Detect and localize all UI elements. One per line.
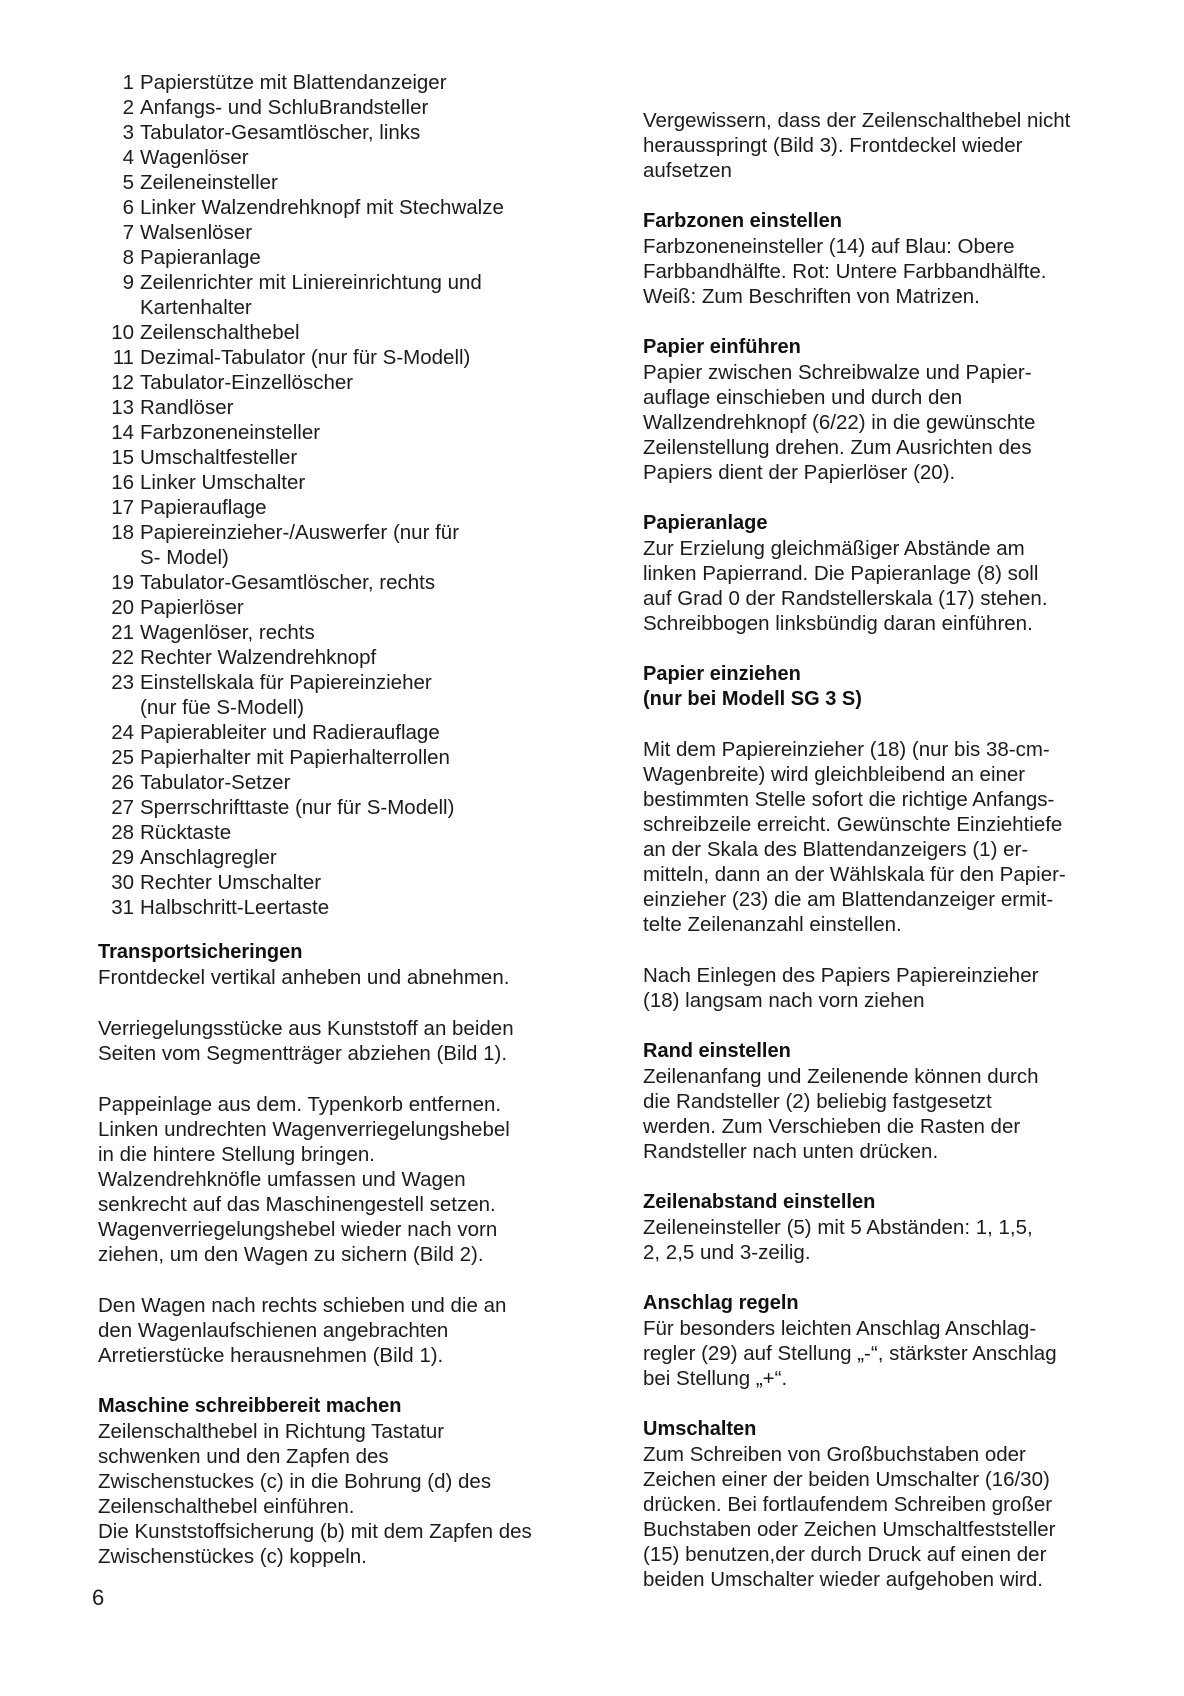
parts-list-item (98, 870, 598, 895)
section-paragraph: Frontdeckel vertikal anheben und abnehmen. (98, 966, 510, 989)
section (643, 209, 1143, 309)
right-column (643, 108, 1143, 1618)
section-paragraph: Papier zwischen Schreibwalze und Papier- auflage einschieben und durch den Wallzendrehknopf (6/22) in die gewünschte Zeilenstellung drehen. Zum Ausrichten des Papiers dient der Papierlöser (20). (643, 361, 1036, 484)
section (643, 1291, 1143, 1391)
part-number: 31 (111, 896, 134, 919)
parts-list-item (98, 420, 598, 445)
part-number: 19 (111, 571, 134, 594)
part-label: Zeileneinsteller (140, 171, 278, 194)
left-sections (98, 940, 598, 1569)
part-label: Anschlagregler (140, 846, 277, 869)
section-heading: Farbzonen einstellen (643, 210, 842, 232)
parts-list-item (98, 520, 598, 570)
part-number: 4 (122, 146, 134, 169)
parts-list-item (98, 245, 598, 270)
section-paragraph: Mit dem Papiereinzieher (18) (nur bis 38-cm- Wagenbreite) wird gleichbleibend an einer bestimmten Stelle sofort die richtige Anfangs- schreibzeile erreicht. Gewünschte Einziehtiefe an der Skala des Blattendanzeigers (1) er- mitteln, dann an der Wählskala für den Papier- einzieher (23) die am Blattendanzeiger ermit- telte Zeilenanzahl einstellen. (643, 738, 1066, 936)
section-heading: Zeilenabstand einstellen (643, 1191, 876, 1213)
parts-list-item (98, 570, 598, 595)
section-paragraph: Zeilenanfang und Zeilenende können durch die Randsteller (2) beliebig fastgesetzt werden. Zum Verschieben die Rasten der Randsteller nach unten drücken. (643, 1065, 1039, 1163)
parts-list-item (98, 495, 598, 520)
parts-list-item (98, 120, 598, 145)
parts-list-item (98, 270, 598, 320)
part-label: Tabulator-Setzer (140, 771, 291, 794)
part-number: 7 (122, 221, 134, 244)
section-paragraph: Zur Erzielung gleichmäßiger Abstände am linken Papierrand. Die Papieranlage (8) soll auf Grad 0 der Randstellerskala (17) stehen. Schreibbogen linksbündig daran einführen. (643, 537, 1048, 635)
section (643, 963, 1143, 1013)
parts-list-item (98, 345, 598, 370)
part-number: 9 (122, 271, 134, 294)
section-heading: Anschlag regeln (643, 1292, 799, 1314)
part-label: Rechter Umschalter (140, 871, 322, 894)
section-paragraph: Pappeinlage aus dem. Typenkorb entfernen. Linken undrechten Wagenverriegelungshebel in die hintere Stellung bringen. Walzendrehknöfle umfassen und Wagen senkrecht auf das Maschinengestell setzen. Wagenverriegelungshebel wieder nach vorn ziehen, um den Wagen zu sichern (Bild 2). (98, 1093, 510, 1266)
part-number: 5 (122, 171, 134, 194)
section (643, 1417, 1143, 1592)
part-number: 23 (111, 671, 134, 694)
part-number: 24 (111, 721, 134, 744)
part-number: 15 (111, 446, 134, 469)
parts-list-item (98, 645, 598, 670)
part-label: Wagenlöser (140, 146, 249, 169)
part-number: 25 (111, 746, 134, 769)
parts-list-item (98, 795, 598, 820)
section-heading: Papier einführen (643, 336, 801, 358)
parts-list-item (98, 895, 598, 920)
parts-list-item (98, 70, 598, 95)
parts-list (98, 70, 598, 920)
parts-list-item (98, 195, 598, 220)
section-heading: Maschine schreibbereit machen (98, 1395, 402, 1417)
section (98, 940, 598, 990)
section-paragraph: Zeilenschalthebel in Richtung Tastatur schwenken und den Zapfen des Zwischenstuckes (c) in die Bohrung (d) des Zeilenschalthebel einführen. Die Kunststoffsicherung (b) mit dem Zapfen des Zwischenstückes (c) koppeln. (98, 1420, 532, 1568)
part-number: 2 (122, 96, 134, 119)
part-label: Zeilenschalthebel (140, 321, 300, 344)
part-label: Wagenlöser, rechts (140, 621, 315, 644)
section-paragraph: Vergewissern, dass der Zeilenschalthebel nicht herausspringt (Bild 3). Frontdeckel wieder aufsetzen (643, 109, 1071, 182)
part-label: Rechter Walzendrehknopf (140, 646, 377, 669)
section-paragraph: Zeileneinsteller (5) mit 5 Abständen: 1, 1,5, 2, 2,5 und 3-zeilig. (643, 1216, 1033, 1264)
section-heading: Rand einstellen (643, 1040, 791, 1062)
part-label: Papierauflage (140, 496, 267, 519)
section-heading: Papieranlage (643, 512, 768, 534)
section (643, 511, 1143, 636)
part-number: 18 (111, 521, 134, 544)
parts-list-item (98, 145, 598, 170)
section (643, 335, 1143, 485)
section (98, 1016, 598, 1066)
part-label: Einstellskala für Papiereinzieher (nur füe S-Modell) (140, 671, 432, 719)
part-number: 22 (111, 646, 134, 669)
parts-list-item (98, 320, 598, 345)
part-label: Rücktaste (140, 821, 232, 844)
part-number: 20 (111, 596, 134, 619)
part-label: Papierhalter mit Papierhalterrollen (140, 746, 450, 769)
part-label: Dezimal-Tabulator (nur für S-Modell) (140, 346, 471, 369)
section-heading: Papier einziehen (nur bei Modell SG 3 S) (643, 663, 862, 710)
part-number: 11 (112, 346, 134, 369)
part-label: Papiereinzieher-/Auswerfer (nur für S- Model) (140, 521, 460, 569)
part-label: Tabulator-Gesamtlöscher, links (140, 121, 421, 144)
parts-list-item (98, 445, 598, 470)
parts-list-item (98, 745, 598, 770)
part-number: 10 (111, 321, 134, 344)
part-number: 29 (111, 846, 134, 869)
part-number: 28 (111, 821, 134, 844)
part-label: Farbzoneneinsteller (140, 421, 321, 444)
section (643, 1039, 1143, 1164)
parts-list-item (98, 370, 598, 395)
parts-list-item (98, 595, 598, 620)
parts-list-item (98, 820, 598, 845)
section-paragraph: Zum Schreiben von Großbuchstaben oder Zeichen einer der beiden Umschalter (16/30) drücken. Bei fortlaufendem Schreiben großer Buchstaben oder Zeichen Umschaltfeststeller (15) benutzen,der durch Druck auf einen der beiden Umschalter wieder aufgehoben wird. (643, 1443, 1056, 1591)
part-label: Umschaltfesteller (140, 446, 298, 469)
parts-list-item (98, 620, 598, 645)
part-number: 27 (111, 796, 134, 819)
parts-list-item (98, 395, 598, 420)
section-paragraph: Farbzoneneinsteller (14) auf Blau: Obere Farbbandhälfte. Rot: Untere Farbbandhälfte. Weiß: Zum Beschriften von Matrizen. (643, 235, 1047, 308)
part-number: 1 (122, 71, 134, 94)
part-number: 8 (122, 246, 134, 269)
parts-list-item (98, 670, 598, 720)
part-label: Tabulator-Einzellöscher (140, 371, 354, 394)
part-number: 13 (111, 396, 134, 419)
section-heading: Transportsicheringen (98, 941, 303, 963)
part-number: 26 (111, 771, 134, 794)
parts-list-item (98, 95, 598, 120)
parts-list-item (98, 170, 598, 195)
section (643, 108, 1143, 183)
part-label: Linker Umschalter (140, 471, 306, 494)
parts-list-item (98, 845, 598, 870)
parts-list-item (98, 470, 598, 495)
part-label: Sperrschrifttaste (nur für S-Modell) (140, 796, 455, 819)
section-heading: Umschalten (643, 1418, 757, 1440)
parts-list-item (98, 220, 598, 245)
section (643, 662, 1143, 937)
part-number: 16 (111, 471, 134, 494)
part-label: Walsenlöser (140, 221, 253, 244)
section (98, 1394, 598, 1569)
section (98, 1092, 598, 1267)
part-label: Papieranlage (140, 246, 261, 269)
part-number: 12 (111, 371, 134, 394)
section-paragraph: Für besonders leichten Anschlag Anschlag- regler (29) auf Stellung „-“, stärkster Anschlag bei Stellung „+“. (643, 1317, 1057, 1390)
page-number: 6 (92, 1585, 105, 1610)
section (643, 1190, 1143, 1265)
part-label: Zeilenrichter mit Liniereinrichtung und Kartenhalter (140, 271, 482, 319)
part-label: Randlöser (140, 396, 234, 419)
part-number: 21 (111, 621, 134, 644)
section-paragraph: Verriegelungsstücke aus Kunststoff an beiden Seiten vom Segmentträger abziehen (Bild 1). (98, 1017, 514, 1065)
part-label: Papierlöser (140, 596, 244, 619)
section-paragraph: Den Wagen nach rechts schieben und die an den Wagenlaufschienen angebrachten Arretierstücke herausnehmen (Bild 1). (98, 1294, 507, 1367)
part-number: 6 (122, 196, 134, 219)
part-label: Papierableiter und Radierauflage (140, 721, 440, 744)
left-column (98, 70, 598, 1595)
part-number: 14 (111, 421, 134, 444)
part-label: Anfangs- und SchluBrandsteller (140, 96, 429, 119)
part-number: 17 (111, 496, 134, 519)
parts-list-item (98, 720, 598, 745)
part-number: 30 (111, 871, 134, 894)
parts-list-item (98, 770, 598, 795)
part-number: 3 (122, 121, 134, 144)
section (98, 1293, 598, 1368)
part-label: Tabulator-Gesamtlöscher, rechts (140, 571, 436, 594)
section-paragraph: Nach Einlegen des Papiers Papiereinzieher (18) langsam nach vorn ziehen (643, 964, 1039, 1012)
part-label: Linker Walzendrehknopf mit Stechwalze (140, 196, 504, 219)
part-label: Halbschritt-Leertaste (140, 896, 330, 919)
part-label: Papierstütze mit Blattendanzeiger (140, 71, 447, 94)
